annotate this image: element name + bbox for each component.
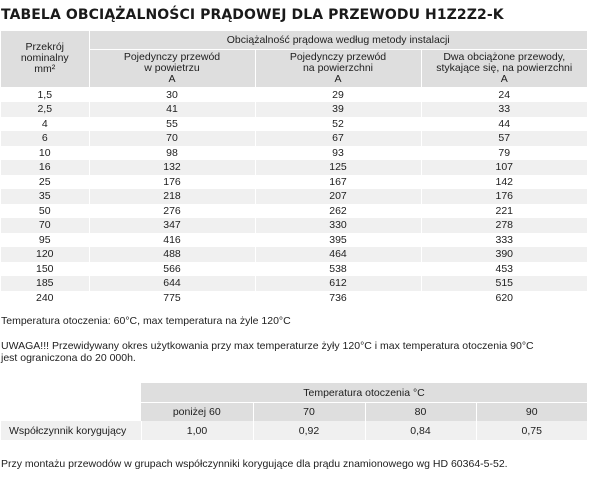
current-value-cell: 736 bbox=[255, 291, 421, 306]
current-value-cell: 218 bbox=[89, 189, 255, 204]
table-row bbox=[1, 175, 587, 190]
cross-section-header-line: Przekrój bbox=[25, 41, 64, 54]
current-value-cell: 98 bbox=[89, 146, 255, 161]
cross-section-cell: 35 bbox=[1, 189, 89, 204]
cross-section-cell: 2,5 bbox=[1, 102, 89, 117]
page-title: TABELA OBCIĄŻALNOŚCI PRĄDOWEJ DLA PRZEWODU H1Z2Z2-K bbox=[1, 7, 504, 23]
table-row bbox=[1, 189, 587, 204]
current-value-cell: 176 bbox=[89, 175, 255, 190]
current-value-cell: 24 bbox=[421, 87, 587, 102]
subheader-line: A bbox=[500, 73, 508, 85]
current-value-cell: 57 bbox=[421, 131, 587, 146]
warning-note-line: UWAGA!!! Przewidywany okres użytkowania przy max temperaturze żyły 120°C i max temperatura otoczenia 90°C bbox=[1, 340, 534, 352]
installation-method-group-header: Obciążalność prądowa według metody instalacji bbox=[89, 31, 587, 50]
cross-section-cell: 1,5 bbox=[37, 88, 53, 101]
cross-section-header bbox=[1, 31, 89, 87]
temperature-column-header: 70 bbox=[253, 403, 365, 422]
cross-section-cell: 120 bbox=[1, 247, 89, 262]
cross-section-cell: 6 bbox=[1, 131, 89, 146]
current-value-cell: 416 bbox=[89, 233, 255, 248]
correction-factor-value: 0,75 bbox=[476, 421, 587, 440]
current-value-cell: 176 bbox=[421, 189, 587, 204]
current-value-cell: 221 bbox=[421, 204, 587, 219]
current-value-cell: 132 bbox=[89, 160, 255, 175]
current-value-cell: 620 bbox=[421, 291, 587, 306]
correction-factor-label: Współczynnik korygujący bbox=[1, 421, 141, 440]
table-row bbox=[1, 276, 587, 291]
subheader-line: A bbox=[334, 73, 342, 85]
current-value-cell: 775 bbox=[89, 291, 255, 306]
ambient-temperature-note: Temperatura otoczenia: 60°C, max temperatura na żyle 120°C bbox=[1, 315, 291, 327]
current-value-cell: 142 bbox=[421, 175, 587, 190]
current-value-cell: 330 bbox=[255, 218, 421, 233]
single-in-air-header bbox=[89, 50, 255, 88]
subheader-line: A bbox=[168, 73, 176, 85]
current-value-cell: 55 bbox=[89, 117, 255, 132]
current-value-cell: 278 bbox=[421, 218, 587, 233]
correction-factor-value: 0,92 bbox=[253, 421, 365, 440]
subheader-line: Pojedynczy przewód bbox=[123, 51, 221, 63]
current-value-cell: 39 bbox=[255, 102, 421, 117]
cross-section-cell: 16 bbox=[1, 160, 89, 175]
cross-section-cell: 70 bbox=[1, 218, 89, 233]
warning-note-line: jest ograniczona do 20 000h. bbox=[1, 352, 136, 364]
cross-section-cell: 50 bbox=[38, 204, 51, 217]
subheader-line: na powierzchni bbox=[302, 62, 374, 74]
current-capacity-table bbox=[1, 31, 587, 305]
table-row bbox=[1, 117, 587, 132]
table-row bbox=[1, 146, 587, 161]
temperature-column-header: 90 bbox=[476, 403, 587, 422]
two-touching-header bbox=[421, 50, 587, 88]
table-row bbox=[1, 102, 587, 117]
subheader-line: w powietrzu bbox=[144, 62, 200, 74]
table-row bbox=[1, 218, 587, 233]
current-value-cell: 29 bbox=[255, 87, 421, 102]
current-value-cell: 33 bbox=[421, 102, 587, 117]
current-value-cell: 538 bbox=[255, 262, 421, 277]
current-value-cell: 395 bbox=[255, 233, 421, 248]
current-value-cell: 125 bbox=[255, 160, 421, 175]
single-on-surface-header bbox=[255, 50, 421, 88]
current-value-cell: 464 bbox=[255, 247, 421, 262]
cross-section-cell: 4 bbox=[41, 117, 48, 130]
table-row bbox=[1, 247, 587, 262]
cross-section-cell: 10 bbox=[38, 146, 51, 159]
current-value-cell: 333 bbox=[421, 233, 587, 248]
subheader-line: stykające się, na powierzchni bbox=[436, 62, 573, 74]
current-value-cell: 612 bbox=[255, 276, 421, 291]
current-value-cell: 644 bbox=[89, 276, 255, 291]
ambient-temperature-header: Temperatura otoczenia °C bbox=[141, 383, 587, 403]
cross-section-header-line: nominalny bbox=[20, 52, 69, 65]
table-row bbox=[1, 160, 587, 175]
subheader-line: Dwa obciążone przewody, bbox=[443, 51, 566, 63]
correction-factor-table bbox=[1, 383, 587, 440]
correction-factor-value: 1,00 bbox=[141, 421, 253, 440]
current-value-cell: 566 bbox=[89, 262, 255, 277]
current-value-cell: 70 bbox=[89, 131, 255, 146]
current-value-cell: 41 bbox=[89, 102, 255, 117]
current-value-cell: 207 bbox=[255, 189, 421, 204]
correction-factor-value: 0,84 bbox=[365, 421, 476, 440]
table-row bbox=[1, 131, 587, 146]
current-value-cell: 262 bbox=[255, 204, 421, 219]
subheader-line: Pojedynczy przewód bbox=[289, 51, 387, 63]
current-value-cell: 390 bbox=[421, 247, 587, 262]
temperature-column-header: 80 bbox=[365, 403, 476, 422]
cross-section-header-line: mm² bbox=[34, 63, 56, 76]
cross-section-cell: 185 bbox=[1, 276, 89, 291]
current-value-cell: 93 bbox=[255, 146, 421, 161]
temperature-column-header: poniżej 60 bbox=[141, 403, 253, 422]
current-value-cell: 515 bbox=[421, 276, 587, 291]
current-value-cell: 30 bbox=[89, 87, 255, 102]
current-value-cell: 488 bbox=[89, 247, 255, 262]
current-value-cell: 276 bbox=[89, 204, 255, 219]
cross-section-cell: 95 bbox=[38, 233, 51, 246]
current-value-cell: 107 bbox=[421, 160, 587, 175]
current-value-cell: 52 bbox=[255, 117, 421, 132]
current-value-cell: 453 bbox=[421, 262, 587, 277]
current-value-cell: 79 bbox=[421, 146, 587, 161]
current-value-cell: 167 bbox=[255, 175, 421, 190]
cross-section-cell: 240 bbox=[35, 291, 54, 304]
table-row bbox=[1, 262, 587, 277]
table-row bbox=[1, 204, 587, 219]
current-value-cell: 67 bbox=[255, 131, 421, 146]
current-value-cell: 44 bbox=[421, 117, 587, 132]
cross-section-cell: 150 bbox=[35, 262, 54, 275]
table-row bbox=[1, 87, 587, 102]
table-row bbox=[1, 233, 587, 248]
footer-note: Przy montażu przewodów w grupach współczynniki korygujące dla prądu znamionowego wg HD 60364-5-52. bbox=[1, 458, 508, 470]
table-row bbox=[1, 291, 587, 306]
cross-section-cell: 25 bbox=[38, 175, 51, 188]
current-value-cell: 347 bbox=[89, 218, 255, 233]
current-capacity-table-body bbox=[1, 87, 587, 305]
